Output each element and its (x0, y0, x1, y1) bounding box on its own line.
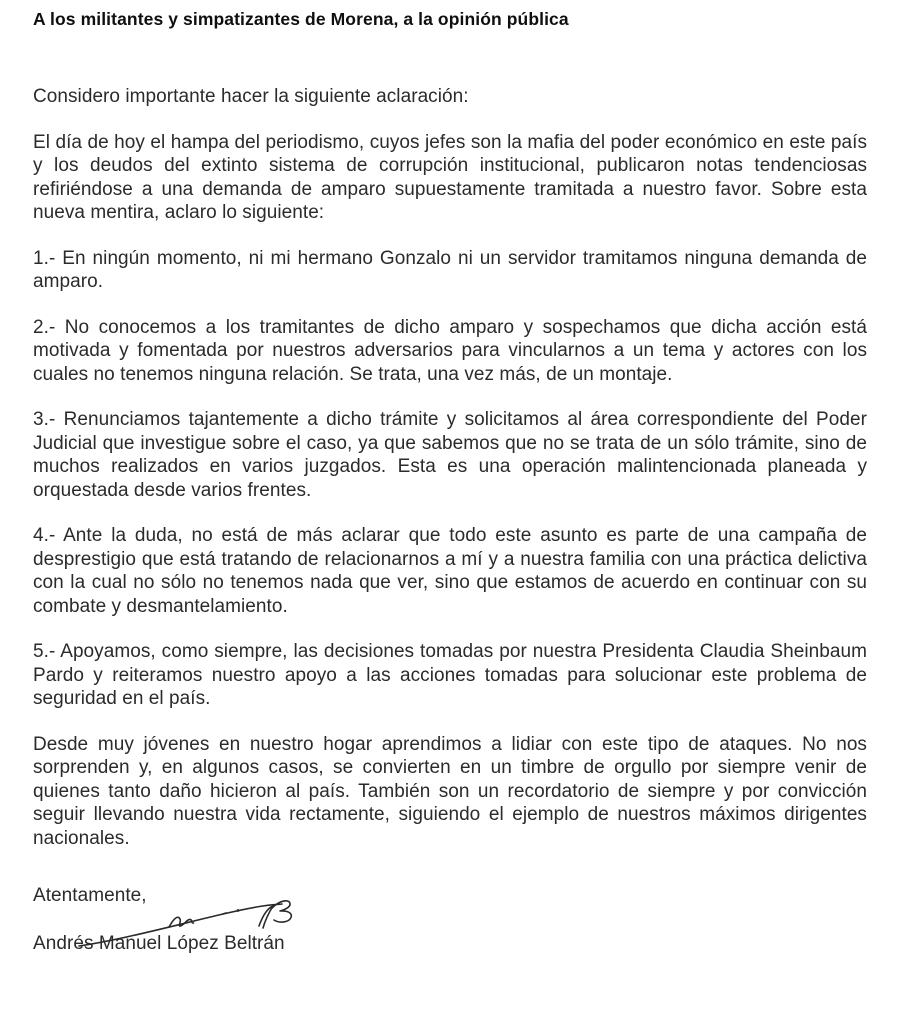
point-3-paragraph: 3.- Renunciamos tajantemente a dicho trámite y solicitamos al área correspondiente del Poder Judicial que investigue sobre el caso, ya que sabemos que no se trata de un sólo trámite, sino de muchos realizados en varios juzgados. Esta es una operación malintencionada planeada y orquestada desde varios frentes. (33, 409, 867, 501)
closing-paragraph: Desde muy jóvenes en nuestro hogar aprendimos a lidiar con este tipo de ataques. No nos sorprenden y, en algunos casos, se convierten en un timbre de orgullo por siempre venir de quienes tanto daño hicieron al país. También son un recordatorio de siempre y por convicción seguir llevando nuestra vida rectamente, siguiendo el ejemplo de nuestros máximos dirigentes nacionales. (33, 733, 867, 849)
point-1-paragraph: 1.- En ningún momento, ni mi hermano Gonzalo ni un servidor tramitamos ninguna demanda de amparo. (33, 247, 867, 292)
closing-salutation: Atentamente, (33, 885, 147, 906)
signature-block (33, 884, 867, 955)
document-title: A los militantes y simpatizantes de Morena, a la opinión pública (33, 9, 569, 29)
point-2-paragraph: 2.- No conocemos a los tramitantes de dicho amparo y sospechamos que dicha acción está motivada y fomentada por nuestros adversarios para vincularnos a un tema y actores con los cuales no tenemos ninguna relación. Se trata, una vez más, de un montaje. (33, 316, 867, 385)
signature-autograph-icon (75, 896, 345, 951)
signatory-name: Andrés Manuel López Beltrán (33, 932, 285, 954)
intro-line: Considero importante hacer la siguiente aclaración: (33, 86, 469, 107)
point-4-paragraph: 4.- Ante la duda, no está de más aclarar que todo este asunto es parte de una campaña de desprestigio que está tratando de relacionarnos a mí y a nuestra familia con una práctica delictiva con la cual no sólo no tenemos nada que ver, sino que estamos de acuerdo en continuar con su combate y desmantelamiento. (33, 525, 867, 617)
point-5-paragraph: 5.- Apoyamos, como siempre, las decisiones tomadas por nuestra Presidenta Claudia Sheinbaum Pardo y reiteramos nuestro apoyo a las acciones tomadas para solucionar este problema de seguridad en el país. (33, 641, 867, 709)
opening-paragraph: El día de hoy el hampa del periodismo, cuyos jefes son la mafia del poder económico en este país y los deudos del extinto sistema de corrupción institucional, publicaron notas tendenciosas refiriéndose a una demanda de amparo supuestamente tramitada a nuestro favor. Sobre esta nueva mentira, aclaro lo siguiente: (33, 131, 867, 223)
